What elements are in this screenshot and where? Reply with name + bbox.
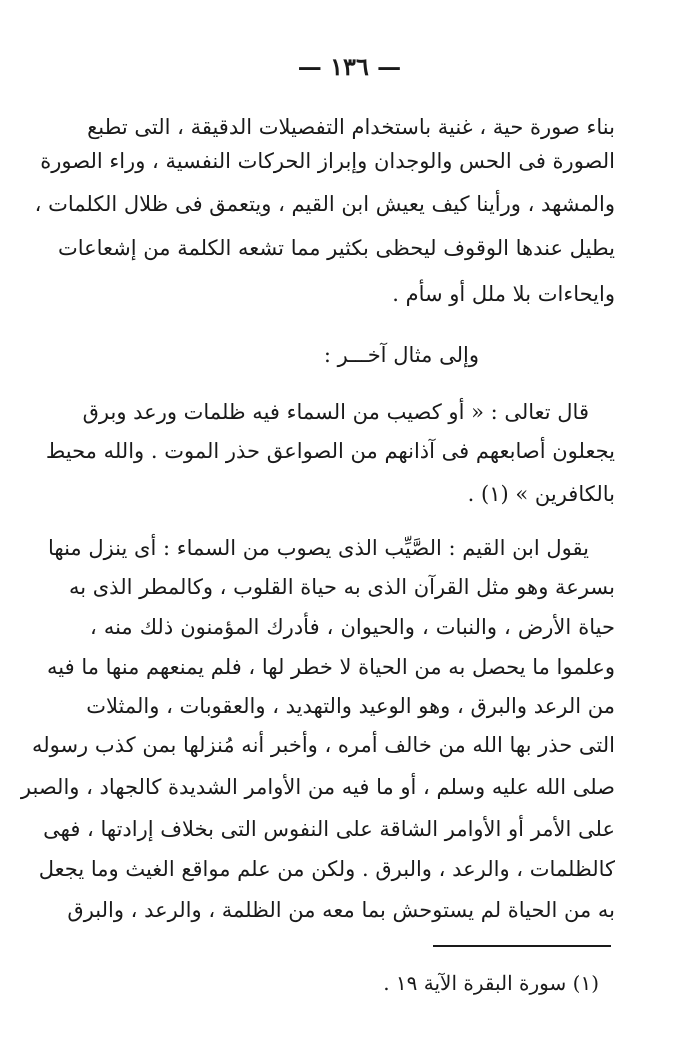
verse-line: يجعلون أصابعهم فى آذانهم من الصواعق حذر الموت . والله محيط [45, 439, 615, 463]
footnote: (١) سورة البقرة الآية ١٩ . [383, 971, 599, 995]
paragraph-line: بسرعة وهو مثل القرآن الذى به حياة القلوب ، وكالمطر الذى به [68, 575, 615, 599]
paragraph-line: حياة الأرض ، والنبات ، والحيوان ، فأدرك المؤمنون ذلك منه ، [90, 615, 615, 639]
verse-line: قال تعالى : « أو كصيب من السماء فيه ظلمات ورعد وبرق [82, 400, 589, 424]
paragraph-line: وايحاءات بلا ملل أو سأم . [392, 282, 615, 306]
paragraph-line: يقول ابن القيم : الصَّيِّب الذى يصوب من السماء : أى ينزل منها [47, 536, 589, 560]
paragraph-line: يطيل عندها الوقوف ليحظى بكثير مما تشعه الكلمة من إشعاعات [57, 236, 615, 260]
paragraph-line: وعلموا ما يحصل به من الحياة لا خطر لها ، فلم يمنعهم منها ما فيه [47, 655, 615, 679]
paragraph-line: بناء صورة حية ، غنية باستخدام التفصيلات الدقيقة ، التى تطبع [87, 115, 615, 139]
verse-line: بالكافرين » (١) . [467, 482, 615, 506]
section-heading: وإلى مثال آخـــر : [323, 343, 479, 367]
paragraph-line: من الرعد والبرق ، وهو الوعيد والتهديد ، والعقوبات ، والمثلات [86, 694, 615, 718]
paragraph-line: والمشهد ، ورأينا كيف يعيش ابن القيم ، ويتعمق فى ظلال الكلمات ، [34, 192, 615, 216]
paragraph-line: به من الحياة لم يستوحش بما معه من الظلمة ، والرعد ، والبرق [67, 898, 615, 922]
page-number: — ١٣٦ — [297, 52, 402, 81]
paragraph-line: كالظلمات ، والرعد ، والبرق . ولكن من علم مواقع الغيث وما يجعل [38, 857, 615, 881]
paragraph-line: على الأمر أو الأوامر الشاقة على النفوس التى بخلاف إرادتها ، فهى [43, 817, 615, 841]
paragraph-line: التى حذر بها الله من خالف أمره ، وأخبر أنه مُنزلها بمن كذب رسوله [31, 733, 615, 757]
paragraph-line: صلى الله عليه وسلم ، أو ما فيه من الأوامر الشديدة كالجهاد ، والصبر [20, 775, 615, 799]
paragraph-line: الصورة فى الحس والوجدان وإبراز الحركات النفسية ، وراء الصورة [40, 149, 615, 173]
footnote-divider [433, 945, 611, 947]
